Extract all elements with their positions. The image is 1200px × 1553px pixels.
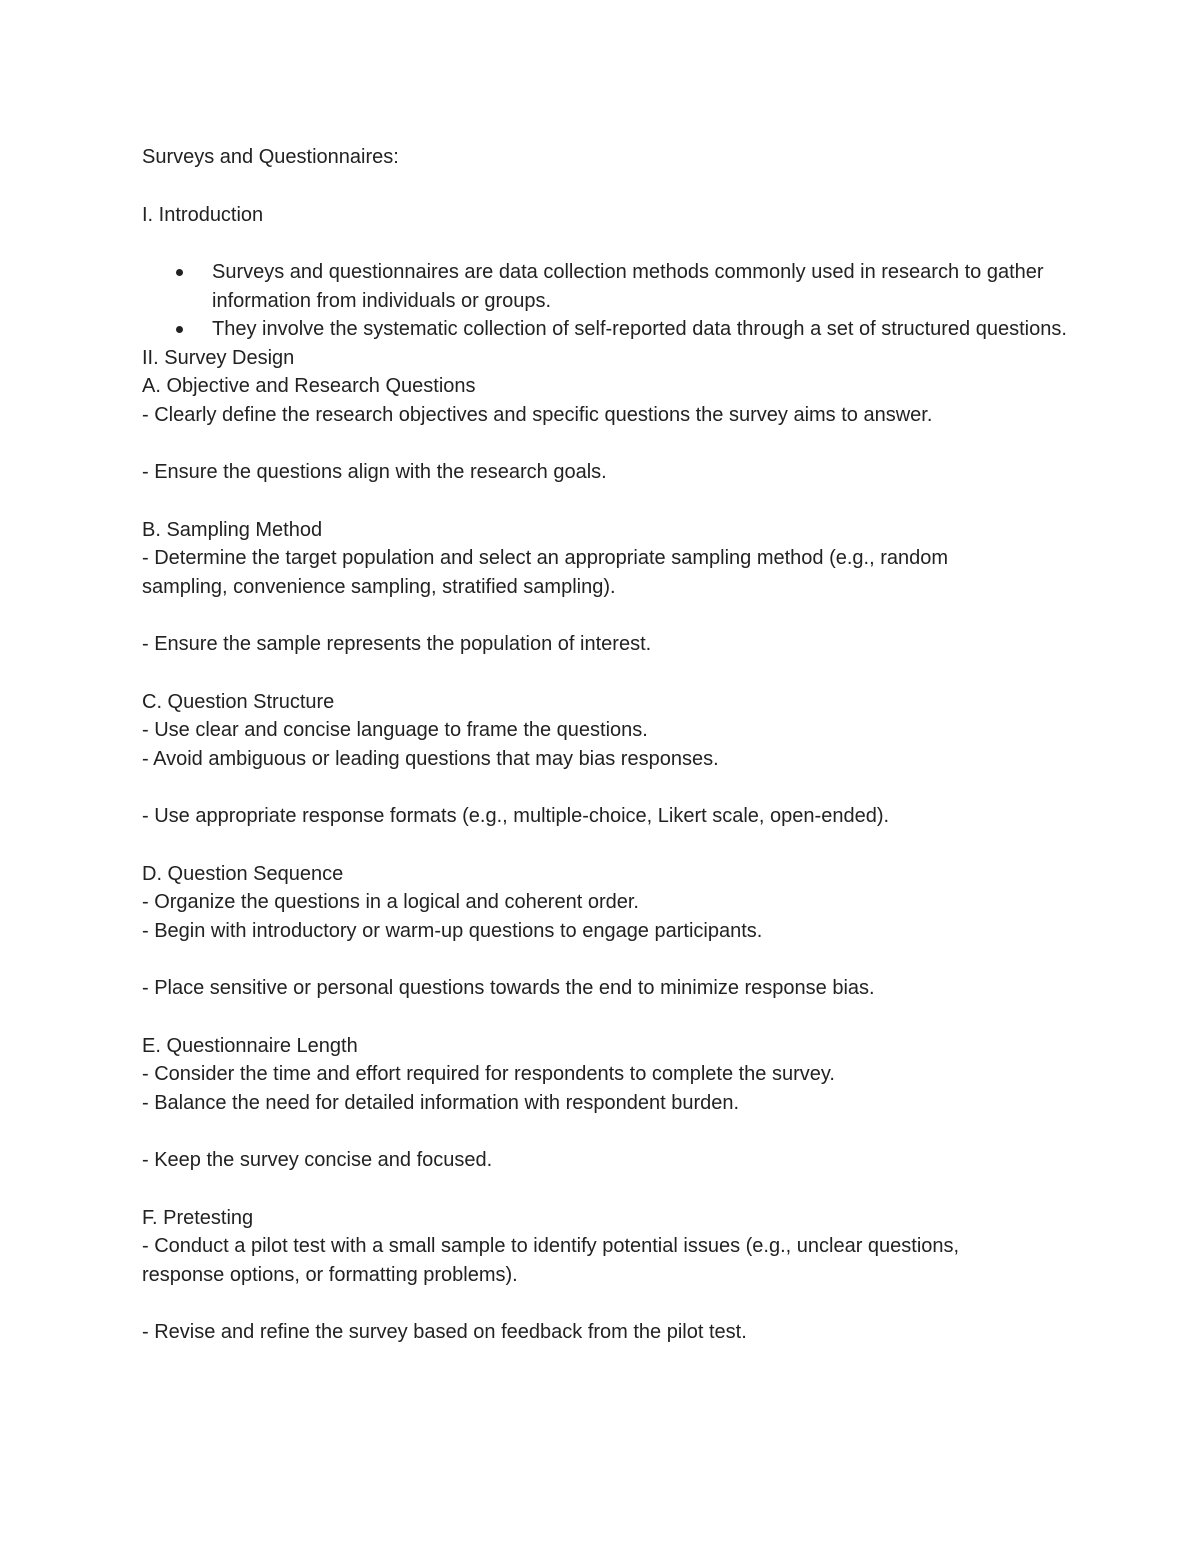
bullet-dot-icon [176, 326, 183, 333]
spacer [142, 229, 1062, 258]
bullet-text: They involve the systematic collection of self-reported data through a set of structured questions. [212, 318, 1067, 340]
subheading-question-sequence: D. Question Sequence [142, 862, 344, 885]
spacer [142, 601, 1062, 630]
paragraph: - Use appropriate response formats (e.g., multiple-choice, Likert scale, open-ended). [142, 805, 890, 827]
spacer [142, 831, 1062, 860]
spacer [142, 773, 1062, 802]
spacer [142, 659, 1062, 688]
paragraph: - Organize the questions in a logical and coherent order. [142, 891, 639, 913]
paragraph: - Conduct a pilot test with a small sample to identify potential issues (e.g., unclear questions, [142, 1235, 960, 1257]
subheading-sampling: B. Sampling Method [142, 518, 323, 541]
paragraph: - Ensure the sample represents the population of interest. [142, 633, 652, 655]
paragraph: - Keep the survey concise and focused. [142, 1149, 493, 1171]
paragraph: - Place sensitive or personal questions towards the end to minimize response bias. [142, 977, 875, 999]
spacer [142, 1003, 1062, 1032]
subheading-pretesting: F. Pretesting [142, 1206, 254, 1229]
bullet-text: Surveys and questionnaires are data collection methods commonly used in research to gather information from individuals or groups. [212, 261, 1044, 312]
section-heading-survey-design: II. Survey Design [142, 346, 295, 369]
paragraph: - Revise and refine the survey based on feedback from the pilot test. [142, 1321, 747, 1343]
paragraph: - Use clear and concise language to frame the questions. [142, 719, 648, 741]
spacer [142, 1175, 1062, 1204]
paragraph: - Consider the time and effort required for respondents to complete the survey. [142, 1063, 835, 1085]
spacer [142, 945, 1062, 974]
document-title: Surveys and Questionnaires: [142, 146, 399, 168]
bullet-item [142, 315, 1072, 344]
bullet-dot-icon [176, 269, 183, 276]
paragraph: - Avoid ambiguous or leading questions that may bias responses. [142, 747, 719, 770]
subheading-question-structure: C. Question Structure [142, 690, 335, 713]
paragraph: - Clearly define the research objectives and specific questions the survey aims to answer. [142, 403, 933, 426]
spacer [142, 172, 1062, 201]
paragraph: response options, or formatting problems). [142, 1263, 518, 1286]
spacer [142, 1117, 1062, 1146]
spacer [142, 1289, 1062, 1318]
paragraph: - Balance the need for detailed information with respondent burden. [142, 1091, 740, 1114]
paragraph: - Determine the target population and select an appropriate sampling method (e.g., random [142, 547, 949, 569]
section-heading-introduction: I. Introduction [142, 203, 264, 226]
subheading-questionnaire-length: E. Questionnaire Length [142, 1034, 358, 1057]
spacer [142, 429, 1062, 458]
paragraph: - Ensure the questions align with the research goals. [142, 461, 607, 483]
introduction-bullet-list [142, 258, 1067, 344]
document-body [142, 143, 1067, 1347]
paragraph: - Begin with introductory or warm-up questions to engage participants. [142, 919, 763, 942]
subheading-objective: A. Objective and Research Questions [142, 375, 476, 397]
paragraph: sampling, convenience sampling, stratified sampling). [142, 575, 616, 598]
spacer [142, 487, 1062, 516]
bullet-item [142, 258, 1072, 315]
